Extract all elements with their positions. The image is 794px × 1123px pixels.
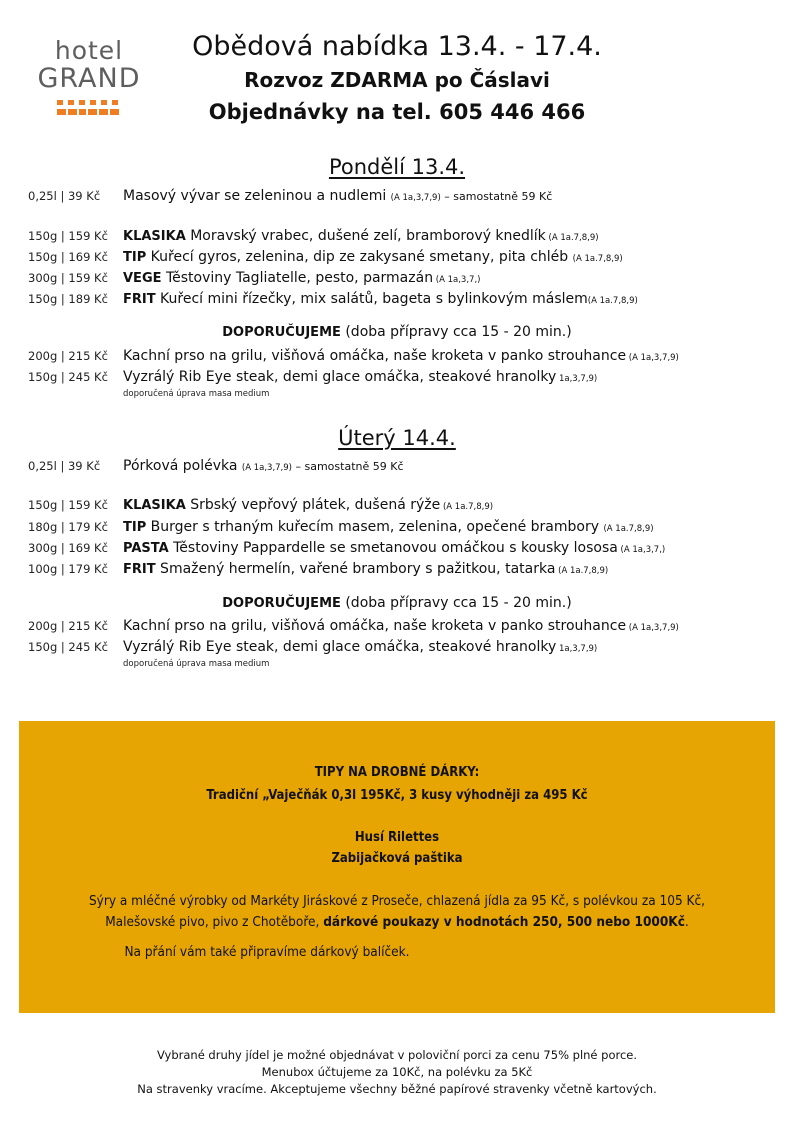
menu-row xyxy=(28,517,654,537)
special-row xyxy=(28,367,597,387)
gift-eggnog: Tradiční „Vaječňák 0,3l 195Kč, 3 kusy výhodněji za 495 Kč xyxy=(206,788,588,803)
dish-name: Těstoviny Tagliatelle, pesto, parmazán xyxy=(161,270,434,286)
price: 150g | 189 Kč xyxy=(28,292,108,306)
dish-name: Kachní prso na grilu, višňová omáčka, naše kroketa v panko strouhance xyxy=(123,618,627,634)
price: 300g | 159 Kč xyxy=(28,271,108,285)
menu-row xyxy=(28,226,599,246)
special-row xyxy=(28,616,679,636)
recommend-label: DOPORUČUJEME xyxy=(222,325,341,340)
dish-name: Vyzrálý Rib Eye steak, demi glace omáčka, steakové hranolky xyxy=(123,369,557,385)
steak-note: doporučená úprava masa medium xyxy=(123,659,270,669)
dish-tag: PASTA xyxy=(123,541,169,556)
dish-name: Masový vývar se zeleninou a nudlemi xyxy=(123,188,387,204)
order-phone: Objednávky na tel. 605 446 466 xyxy=(208,100,586,124)
header xyxy=(0,30,794,128)
footer-line: Na stravenky vracíme. Akceptujeme všechny běžné papírové stravenky včetně kartových. xyxy=(137,1082,657,1096)
footer xyxy=(0,1047,794,1098)
dish-name: Kuřecí mini řízečky, mix salátů, bageta s bylinkovým máslem xyxy=(155,291,588,307)
allergens: (A 1a,3,7,9) xyxy=(241,463,292,473)
gift-paragraph-line xyxy=(19,914,775,930)
steak-note: doporučená úprava masa medium xyxy=(123,389,270,399)
day-heading: Úterý 14.4. xyxy=(338,426,456,450)
dish-name: Vyzrálý Rib Eye steak, demi glace omáčka, steakové hranolky xyxy=(123,639,557,655)
delivery-info: Rozvoz ZDARMA po Čáslavi xyxy=(244,68,550,92)
dish-tag: FRIT xyxy=(123,292,156,307)
price: 100g | 179 Kč xyxy=(28,562,108,576)
menu-row xyxy=(28,559,608,579)
allergens: (A 1a,3,7,) xyxy=(617,545,666,555)
allergens: 1a,3,7,9) xyxy=(556,644,598,654)
gift-vouchers: dárkové poukazy v hodnotách 250, 500 nebo 1000Kč xyxy=(323,914,685,930)
gift-beer-text: Malešovské pivo, pivo z Chotěboře, xyxy=(105,914,324,930)
gift-closing: Na přání vám také připravíme dárkový balíček. xyxy=(124,944,410,960)
allergens: 1a,3,7,9) xyxy=(556,374,598,384)
special-row xyxy=(28,346,679,366)
dish-name: Kuřecí gyros, zelenina, dip ze zakysané smetany, pita chléb xyxy=(146,249,573,265)
price: 180g | 179 Kč xyxy=(28,520,108,534)
price: 200g | 215 Kč xyxy=(28,619,108,633)
allergens: (A 1a,3,7,) xyxy=(433,275,481,285)
price: 300g | 169 Kč xyxy=(28,541,108,555)
logo-hotel-text: hotel xyxy=(54,36,124,65)
allergens: (A 1a.7,8,9) xyxy=(440,502,494,512)
footer-line: Vybrané druhy jídel je možné objednávat v poloviční porci za cenu 75% plné porce. xyxy=(156,1048,638,1062)
allergens: (A 1a.7,8,9) xyxy=(572,254,623,264)
recommend-heading xyxy=(0,595,794,611)
dish-name: Burger s trhaným kuřecím masem, zelenina, opečené brambory xyxy=(146,519,604,535)
price: 0,25l | 39 Kč xyxy=(28,459,101,473)
menu-row xyxy=(28,268,480,288)
dish-name: Moravský vrabec, dušené zelí, bramborový knedlík xyxy=(185,228,546,244)
page-title: Obědová nabídka 13.4. - 17.4. xyxy=(192,31,602,62)
allergens: (A 1a.7,8,9) xyxy=(545,233,599,243)
price: 150g | 159 Kč xyxy=(28,229,108,243)
dish-tag: KLASIKA xyxy=(123,498,186,513)
footer-line: Menubox účtujeme za 10Kč, na polévku za 5Kč xyxy=(261,1065,533,1079)
recommend-time: (doba přípravy cca 15 - 20 min.) xyxy=(340,324,572,340)
dish-name: Těstoviny Pappardelle se smetanovou omáčkou s kousky lososa xyxy=(168,540,618,556)
special-row xyxy=(28,637,597,657)
extra-price: – samostatně 59 Kč xyxy=(440,190,553,203)
price: 0,25l | 39 Kč xyxy=(28,189,101,203)
recommend-label: DOPORUČUJEME xyxy=(222,596,341,611)
day-heading: Pondělí 13.4. xyxy=(328,155,466,179)
gift-tips-box xyxy=(19,721,775,1013)
allergens: (A 1a.7,8,9) xyxy=(587,296,638,306)
dish-name: Srbský vepřový plátek, dušená rýže xyxy=(185,497,441,513)
dish-name: Pórková polévka xyxy=(123,458,238,474)
gift-item: Zabijačková paštika xyxy=(331,851,463,866)
price: 150g | 159 Kč xyxy=(28,498,108,512)
dish-tag: VEGE xyxy=(123,271,162,286)
menu-row xyxy=(28,289,638,309)
gift-item: Husí Rilettes xyxy=(354,830,440,845)
dish-tag: TIP xyxy=(123,250,147,265)
soup-row xyxy=(28,456,404,476)
gift-period: . xyxy=(684,914,689,930)
menu-row xyxy=(28,495,493,515)
recommend-heading xyxy=(0,324,794,340)
allergens: (A 1a,3,7,9) xyxy=(390,193,441,203)
extra-price: – samostatně 59 Kč xyxy=(292,460,404,473)
price: 150g | 245 Kč xyxy=(28,370,108,384)
allergens: (A 1a.7,8,9) xyxy=(603,524,654,534)
price: 200g | 215 Kč xyxy=(28,349,108,363)
allergens: (A 1a,3,7,9) xyxy=(626,353,679,363)
allergens: (A 1a,3,7,9) xyxy=(626,623,679,633)
dish-name: Smažený hermelín, vařené brambory s pažitkou, tatarka xyxy=(155,561,556,577)
menu-row xyxy=(28,247,623,267)
soup-row xyxy=(28,186,552,206)
price: 150g | 245 Kč xyxy=(28,640,108,654)
recommend-time: (doba přípravy cca 15 - 20 min.) xyxy=(340,595,572,611)
gift-heading: TIPY NA DROBNÉ DÁRKY: xyxy=(314,765,480,780)
dish-tag: FRIT xyxy=(123,562,156,577)
logo-grand-text: GRAND xyxy=(37,63,141,94)
dish-tag: KLASIKA xyxy=(123,229,186,244)
allergens: (A 1a.7,8,9) xyxy=(555,566,609,576)
price: 150g | 169 Kč xyxy=(28,250,108,264)
dish-name: Kachní prso na grilu, višňová omáčka, naše kroketa v panko strouhance xyxy=(123,348,627,364)
gift-paragraph-line: Sýry a mléčné výrobky od Markéty Jiráskové z Proseče, chlazená jídla za 95 Kč, s polévkou za 105 Kč, xyxy=(88,893,706,909)
menu-row xyxy=(28,538,665,558)
dish-tag: TIP xyxy=(123,520,147,535)
